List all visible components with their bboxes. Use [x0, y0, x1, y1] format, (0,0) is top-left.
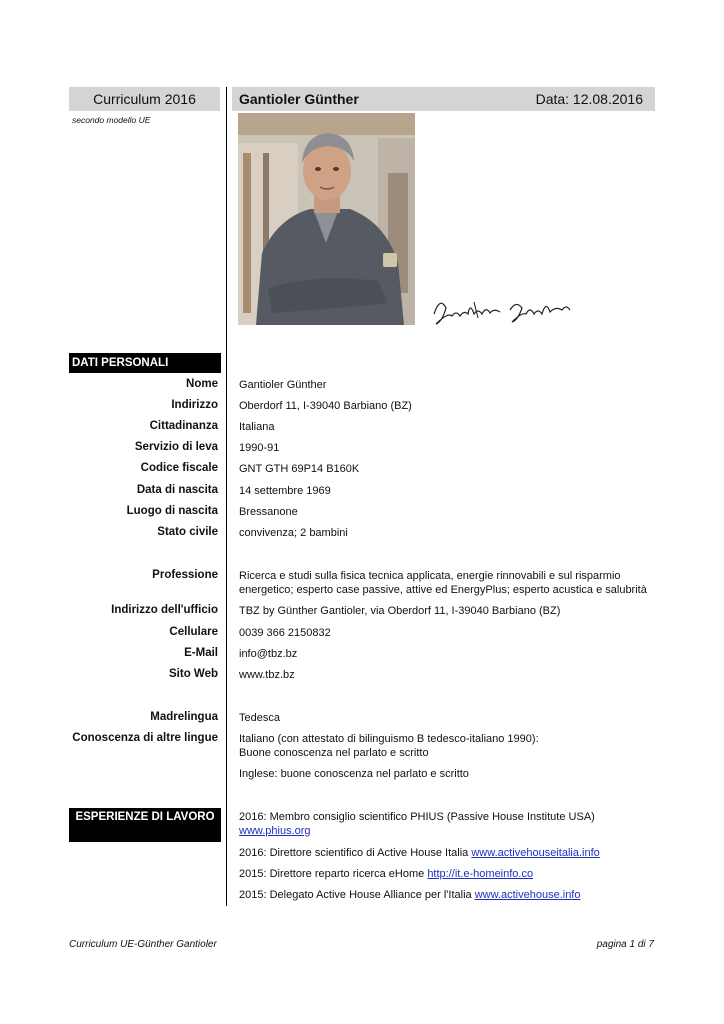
value-madrelingua: Tedesca	[239, 712, 280, 724]
value-sito-web: www.tbz.bz	[239, 669, 295, 681]
activehouseitalia-link[interactable]: www.activehouseitalia.info	[471, 847, 600, 859]
curriculum-title: Curriculum 2016	[69, 87, 220, 111]
work-item-text: 2015: Delegato Active House Alliance per l'Italia	[239, 889, 475, 901]
label-stato-civile: Stato civile	[157, 526, 218, 538]
value-lingue-line2: Buone conoscenza nel parlato e scritto	[239, 747, 429, 759]
label-luogo-nascita: Luogo di nascita	[126, 505, 218, 517]
section-work-experience: ESPERIENZE DI LAVORO	[69, 808, 221, 842]
value-luogo-nascita: Bressanone	[239, 506, 298, 518]
phius-link[interactable]: www.phius.org	[239, 825, 311, 837]
value-codice-fiscale: GNT GTH 69P14 B160K	[239, 463, 360, 475]
value-nome: Gantioler Günther	[239, 379, 327, 391]
value-lingue-line1: Italiano (con attestato di bilinguismo B tedesco-italiano 1990):	[239, 733, 539, 745]
model-subtitle: secondo modello UE	[72, 115, 151, 125]
value-indirizzo-ufficio: TBZ by Günther Gantioler, via Oberdorf 11, I-39040 Barbiano (BZ)	[239, 605, 561, 617]
label-nome: Nome	[186, 378, 218, 390]
work-item	[239, 888, 580, 902]
value-data-nascita: 14 settembre 1969	[239, 485, 331, 497]
work-item-text: 2015: Direttore reparto ricerca eHome	[239, 868, 428, 880]
name-date-bar	[232, 87, 655, 111]
value-lingue-line3: Inglese: buone conoscenza nel parlato e scritto	[239, 768, 469, 780]
header-date: Data: 12.08.2016	[535, 91, 643, 107]
value-cellulare: 0039 366 2150832	[239, 627, 331, 639]
footer-page-number: pagina 1 di 7	[596, 939, 654, 950]
portrait-photo	[238, 113, 415, 325]
label-email: E-Mail	[184, 647, 218, 659]
label-altre-lingue: Conoscenza di altre lingue	[72, 732, 218, 744]
label-professione: Professione	[152, 569, 218, 581]
label-sito-web: Sito Web	[169, 668, 218, 680]
section-personal-data: DATI PERSONALI	[69, 353, 221, 373]
work-item	[239, 867, 533, 881]
label-codice-fiscale: Codice fiscale	[140, 462, 218, 474]
label-madrelingua: Madrelingua	[150, 711, 218, 723]
label-cellulare: Cellulare	[169, 626, 218, 638]
work-item	[239, 846, 600, 860]
signature-image	[430, 292, 575, 332]
label-data-nascita: Data di nascita	[136, 484, 218, 496]
activehouse-link[interactable]: www.activehouse.info	[474, 889, 581, 901]
value-professione-line1: Ricerca e studi sulla fisica tecnica applicata, energie rinnovabili e sul risparmio	[239, 570, 621, 582]
header-name: Gantioler Günther	[239, 91, 359, 107]
value-cittadinanza: Italiana	[239, 421, 275, 433]
work-item: 2016: Membro consiglio scientifico PHIUS (Passive House Institute USA)	[239, 811, 595, 823]
column-divider	[226, 87, 227, 906]
label-cittadinanza: Cittadinanza	[149, 420, 218, 432]
work-item-link[interactable]	[239, 824, 311, 838]
value-indirizzo: Oberdorf 11, I-39040 Barbiano (BZ)	[239, 400, 412, 412]
label-servizio-leva: Servizio di leva	[134, 441, 218, 453]
value-email: info@tbz.bz	[239, 648, 298, 660]
work-item-text: 2016: Direttore scientifico di Active House Italia	[239, 847, 472, 859]
label-indirizzo-ufficio: Indirizzo dell'ufficio	[111, 604, 218, 616]
value-servizio-leva: 1990-91	[239, 442, 280, 454]
value-stato-civile: convivenza; 2 bambini	[239, 527, 348, 539]
ehome-link[interactable]: http://it.e-homeinfo.co	[427, 868, 534, 880]
value-professione-line2: energetico; esperto case passive, attive ed EnergyPlus; esperto acustica e salubrità	[239, 584, 647, 596]
label-indirizzo: Indirizzo	[171, 399, 218, 411]
footer-document-title: Curriculum UE-Günther Gantioler	[69, 939, 217, 950]
